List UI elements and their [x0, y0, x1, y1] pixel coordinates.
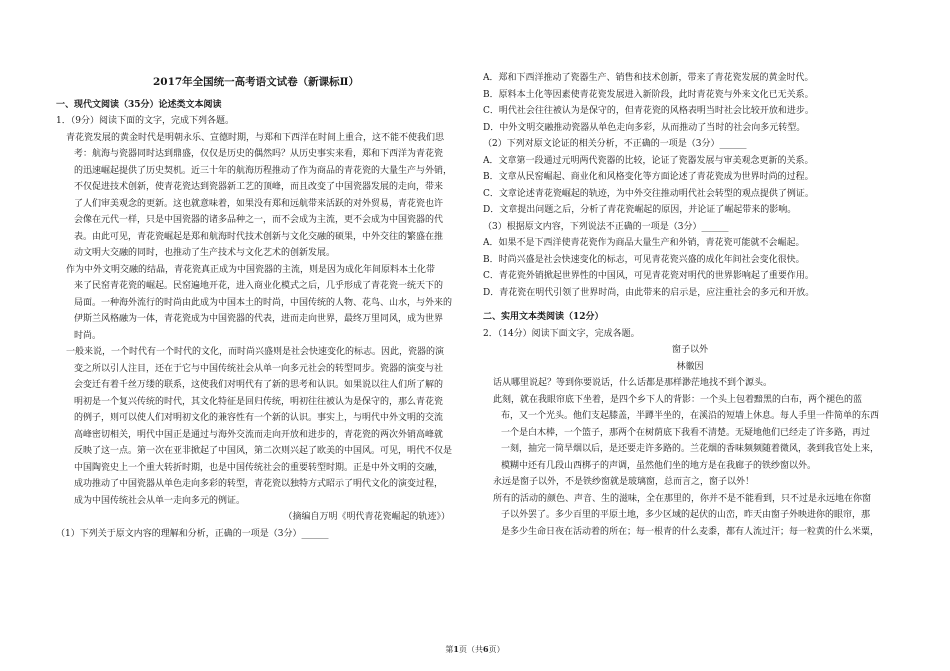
essay-paragraph-1: 话从哪里说起？等到你要说话，什么话都是那样渺茫地找不到个源头。	[493, 378, 773, 388]
essay-author: 林徽因	[676, 361, 704, 372]
text-line: 时尚。	[74, 330, 102, 341]
section-heading-reading: 一、现代文阅读（35分）论述类文本阅读	[56, 99, 222, 110]
footer-suffix: 页）	[488, 645, 505, 654]
footer-middle: 页（共	[459, 645, 483, 654]
text-line: 局面。一种海外流行的时尚由此成为中国本土的时尚，中国传统的人物、花鸟、山水，与外来的	[74, 297, 453, 308]
left-column	[56, 70, 456, 542]
total-page-number: 6	[483, 644, 489, 654]
sub-question-1: （1）下列关于原文内容的理解和分析，正确的一项是（3分）______	[56, 528, 329, 539]
text-line: 明初是一个复兴传统的时代，其文化特征是回归传统，明初往往被认为是保守的，那么青花瓷	[74, 396, 444, 407]
text-line: 伊斯兰风格融为一体，青花瓷成为中国瓷器的代表，进而走向世界，最终万里同风，成为世界	[74, 314, 444, 324]
sub-question-3: （3）根据原文内容，下列说法不正确的一项是（3分）______	[483, 221, 729, 232]
text-line: 会像在元代一样，只是中国瓷器的诸多品种之一，而不会成为主流，更不会成为中国瓷器的代	[74, 215, 444, 225]
text-line: 高峰密切相关，明代中国正是通过与海外交流而走向开放和进步的，青花瓷的两次外销高峰就	[74, 429, 444, 440]
text-line: 来了民窑青花瓷的崛起。民窑遍地开花，进入商业化模式之后，几乎形成了青花瓷一统天下的	[74, 281, 444, 291]
text-line: 一般来说，一个时代有一个时代的文化，而时尚兴盛则是社会快速变化的标志。因此，瓷器的演	[66, 347, 445, 357]
option-c: C．明代社会往往被认为是保守的，但青花瓷的风格表明当时社会比较开放和进步。	[483, 106, 814, 116]
option-a: A．郑和下西洋推动了瓷器生产、销售和技术创新，带来了青花瓷发展的黄金时代。	[483, 73, 814, 83]
text-line: 的例子，则可以使人们对明初文化的兼容性有一个新的认识。事实上，与明代中外文明的交流	[74, 413, 444, 423]
text-line: 所有的活动的颜色、声音、生的滋味，全在那里的，你并不是不能看到，只不过是永远地在你窗	[493, 493, 872, 504]
option-c: C．青花瓷外销掀起世界性的中国风，可见青花瓷对明代的世界影响起了重要作用。	[483, 271, 814, 281]
option-a: A．如果不是下西洋使青花瓷作为商品大量生产和外销，青花瓷可能就不会崛起。	[483, 238, 805, 248]
source-citation: （摘编自万明《明代青花瓷崛起的轨迹》）	[283, 512, 450, 522]
right-column	[483, 70, 897, 540]
essay-paragraph-3: 永远是窗子以外，不是铁纱窗就是玻璃窗，总而言之，窗子以外！	[493, 477, 755, 487]
question-1-intro: 1．（9分）阅读下面的文字，完成下列各题。	[56, 116, 234, 126]
option-b: B．原料本土化等因素使青花瓷发展进入新阶段，此时青花瓷与外来文化已无关系。	[483, 89, 814, 100]
section-heading-practical: 二、实用文本类阅读（12分）	[483, 312, 604, 322]
text-line: 成功推动了中国瓷器从单色走向多彩的转型，青花瓷以独特方式昭示了明代文化的演变过程，	[74, 479, 444, 489]
text-line: 动文明大交融的同时，也推动了生产技术与文化艺术的创新发展。	[74, 248, 336, 258]
text-line: 模糊中还有几段山西梆子的声调，虽然他们坐的地方是在我廊子的铁纱窗以外。	[501, 460, 817, 471]
option-d: D．文章提出问题之后，分析了青花瓷崛起的原因，并论证了崛起带来的影响。	[483, 205, 797, 215]
option-b: B．时尚兴盛是社会快速变化的标志，可见青花瓷兴盛的成化年间社会变化很快。	[483, 254, 805, 265]
text-line: 布，又一个光头。他们支起膝盖，半蹲半坐的，在溪沿的短墙上休息。每人手里一件简单的东西	[501, 411, 880, 421]
text-line: 此刻，就在我眼帘底下坐着，是四个乡下人的背影：一个头上包着黯黑的白布，两个褪色的蓝	[493, 394, 863, 405]
text-line: 的迅速崛起提供了历史契机。近三十年的航海历程推动了作为商品的青花瓷的大量生产与外销，	[74, 165, 453, 176]
footer-prefix: 第	[445, 645, 454, 654]
text-line: 变之所以引人注目，还在于它与中国传统社会从单一向多元社会的转型同步。瓷器的演变与社	[74, 363, 444, 374]
option-d: D．青花瓷在明代引领了世界时尚，由此带来的启示是，应注重社会的多元和开放。	[483, 287, 815, 298]
paragraph-3	[56, 344, 456, 509]
text-line: 一刻，抽完一筒旱烟以后，是还要走许多路的。兰花烟的香味频频随着微风，袭到我官处上来，	[501, 444, 880, 454]
text-line: 一个是白木棒，一个篮子，那两个在树荫底下我看不清楚。无疑地他们已经走了许多路，再过	[501, 427, 871, 438]
text-line: 中国陶瓷史上一个重大转折时期，也是中国传统社会的重要转型时期。正是中外文明的交融，	[74, 462, 444, 473]
sub-question-2: （2）下列对原文论证的相关分析，不正确的一项是（3分）______	[483, 139, 747, 149]
option-b: B．文章从民窑崛起、商业化和风格变化等方面论述了青花瓷成为世界时尚的过程。	[483, 172, 814, 182]
question-2-intro: 2．（14分）阅读下面文字，完成各题。	[483, 328, 640, 339]
page-footer	[0, 644, 950, 655]
text-line: 了人们审美观念的更新。这也就意味着，如果没有郑和远航带来活跃的对外贸易，青花瓷也许	[74, 198, 444, 209]
option-c: C．文章论述青花瓷崛起的轨迹，为中外交往推动明代社会转型的观点提供了例证。	[483, 188, 814, 199]
essay-paragraph-2	[483, 392, 897, 475]
page-title: 2017年全国统一高考语文试卷（新课标Ⅱ）	[152, 76, 360, 88]
essay-paragraph-4	[483, 491, 897, 541]
text-line: 子以外罢了。多少百里的平原土地，多少区域的起伏的山峦，昨天由窗子外映进你的眼帘，那	[501, 510, 871, 520]
text-line: 青花瓷发展的黄金时代是明朝永乐、宣德时期，与郑和下西洋在时间上重合，这不能不使我们思	[66, 132, 445, 143]
paragraph-2	[56, 262, 456, 345]
text-line: 不仅促进技术创新，使青花瓷达到瓷器新工艺的顶峰，而且改变了中国瓷器发展的走向，带来	[74, 182, 444, 192]
text-line: 反映了这一点。第一次在亚非掀起了中国风，第二次则兴起了欧美的中国风。可见，明代不仅是	[74, 446, 453, 456]
current-page-number: 1	[453, 644, 459, 654]
text-line: 考：航海与瓷器同时达到鼎盛，仅仅是历史的偶然吗？从历史事实来看，郑和下西洋为青花瓷	[74, 149, 444, 159]
text-line: 成为中国传统社会从单一走向多元的例证。	[74, 495, 246, 506]
section-gap	[483, 301, 897, 309]
text-line: 是多少生命日夜在活动着的所在；每一根青的什么麦黍，都有人流过汗；每一粒黄的什么米粟，	[501, 526, 880, 537]
option-d: D．中外文明交融推动瓷器从单色走向多彩，从而推动了当时的社会向多元转型。	[483, 122, 806, 133]
text-line: 表。由此可见，青花瓷崛起是郑和航海时代技术创新与文化交融的硕果，中外交往的繁盛在推	[74, 231, 444, 242]
paragraph-1	[56, 130, 456, 262]
text-line: 会变迁有着千丝万缕的联系，这使我们对明代有了新的思考和认识。如果说以往人们所了解的	[74, 380, 444, 390]
text-line: 作为中外文明交融的结晶，青花瓷真正成为中国瓷器的主流，则是因为成化年间原料本土化带	[66, 264, 436, 275]
essay-title: 窗子以外	[671, 345, 708, 355]
option-a: A．文章第一段通过元明两代瓷器的比较，论证了瓷器发展与审美观念更新的关系。	[483, 155, 814, 166]
